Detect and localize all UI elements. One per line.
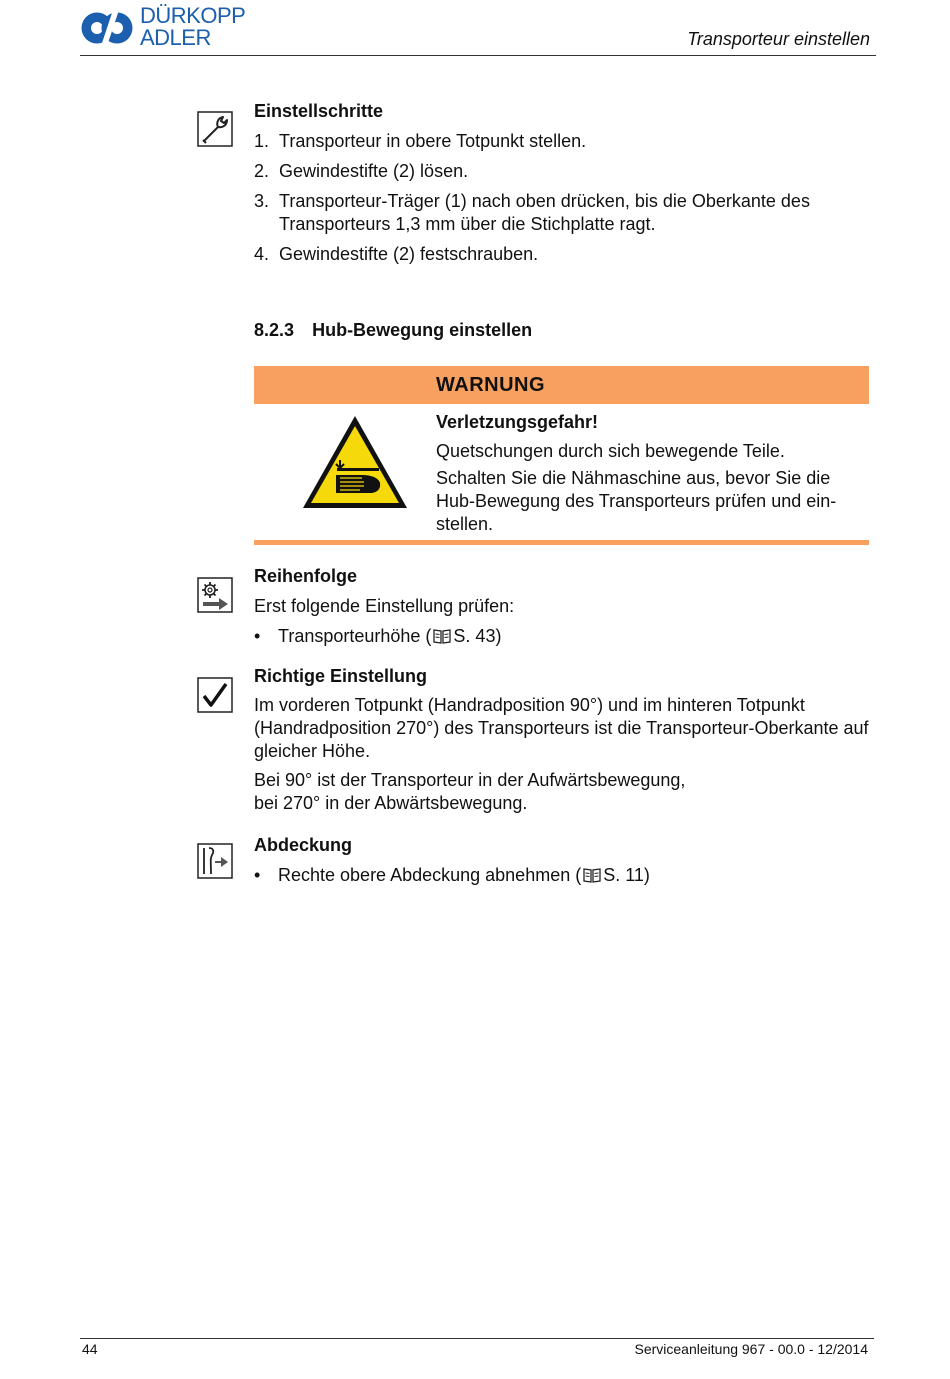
- logo-mark-icon: [80, 5, 134, 51]
- step-number: 4.: [254, 244, 270, 264]
- warning-text-1: Quetschungen durch sich bewegende Teile.: [436, 441, 785, 461]
- book-reference-icon: [433, 628, 451, 644]
- header-divider: [80, 55, 876, 56]
- step-text: Gewindestifte (2) lösen.: [279, 161, 469, 181]
- order-item: [278, 625, 501, 648]
- footer-divider: [80, 1338, 874, 1339]
- list-item: [254, 130, 864, 153]
- cover-heading: Abdeckung: [254, 835, 353, 855]
- step-number: 2.: [254, 161, 270, 181]
- step-text: Gewindestifte (2) festschrauben.: [279, 244, 539, 264]
- step-text: Transporteur-Träger (1) nach oben drücken, bis die Oberkante des Transporteurs 1,3 mm über die Stichplatte ragt.: [279, 191, 810, 234]
- cover-item-text: Rechte obere Abdeckung abnehmen (: [278, 865, 582, 885]
- document-info: Serviceanleitung 967 - 00.0 - 12/2014: [634, 1341, 868, 1357]
- steps-heading: Einstellschritte: [254, 101, 384, 121]
- correct-setting-text-1: Im vorderen Totpunkt (Handradposition 90°) und im hinteren Totpunkt (Handradposition 270°) des Transporteurs ist die Transporteur-Oberkante auf gleicher Höhe.: [254, 695, 869, 761]
- wrench-icon: [197, 111, 233, 147]
- list-item: [254, 625, 502, 648]
- page-header-title: Transporteur einstellen: [687, 29, 870, 49]
- list-item: [254, 190, 864, 236]
- list-item: [254, 160, 864, 183]
- section-title: Hub-Bewegung einstellen: [312, 320, 533, 340]
- order-heading: Reihenfolge: [254, 566, 358, 586]
- correct-setting-text-2: [254, 769, 872, 815]
- warning-label: WARNUNG: [436, 374, 546, 396]
- warning-banner: [254, 366, 869, 404]
- order-item-text: Transporteurhöhe (: [278, 626, 432, 646]
- section-number: 8.2.3: [254, 320, 295, 340]
- brand-name-line2: ADLER: [140, 25, 211, 50]
- page-number: 44: [82, 1341, 98, 1357]
- crush-hazard-warning-sign: [300, 413, 410, 511]
- correct-setting-line: Bei 90° ist der Transporteur in der Aufwärtsbewegung,: [254, 770, 686, 790]
- steps-list: [254, 130, 864, 273]
- correct-setting-line: bei 270° in der Abwärtsbewegung.: [254, 793, 528, 813]
- list-item: [254, 864, 650, 887]
- cover-remove-icon: [197, 843, 233, 879]
- checkmark-icon: [197, 677, 233, 713]
- brand-logo: [80, 4, 270, 52]
- correct-setting-heading: Richtige Einstellung: [254, 666, 428, 686]
- warning-heading: Verletzungsgefahr!: [436, 412, 599, 432]
- bullet: •: [254, 865, 261, 885]
- page-reference-link[interactable]: S. 43): [453, 626, 502, 646]
- step-number: 1.: [254, 131, 270, 151]
- warning-bottom-rule: [254, 540, 869, 545]
- cover-item: [278, 864, 650, 887]
- section-heading: [254, 320, 532, 341]
- book-reference-icon: [583, 867, 601, 883]
- page-reference-link[interactable]: S. 11): [603, 865, 650, 885]
- step-text: Transporteur in obere Totpunkt stellen.: [279, 131, 587, 151]
- order-intro: Erst folgende Einstellung prüfen:: [254, 596, 515, 616]
- warning-text-2: Schalten Sie die Nähmaschine aus, bevor Sie die Hub-Bewegung des Transporteurs prüfen und ein-stellen.: [436, 468, 837, 534]
- list-item: [254, 243, 864, 266]
- step-number: 3.: [254, 191, 270, 211]
- gear-arrow-icon: [197, 577, 233, 613]
- bullet: •: [254, 626, 261, 646]
- brand-name-line1: DÜRKOPP: [140, 3, 246, 28]
